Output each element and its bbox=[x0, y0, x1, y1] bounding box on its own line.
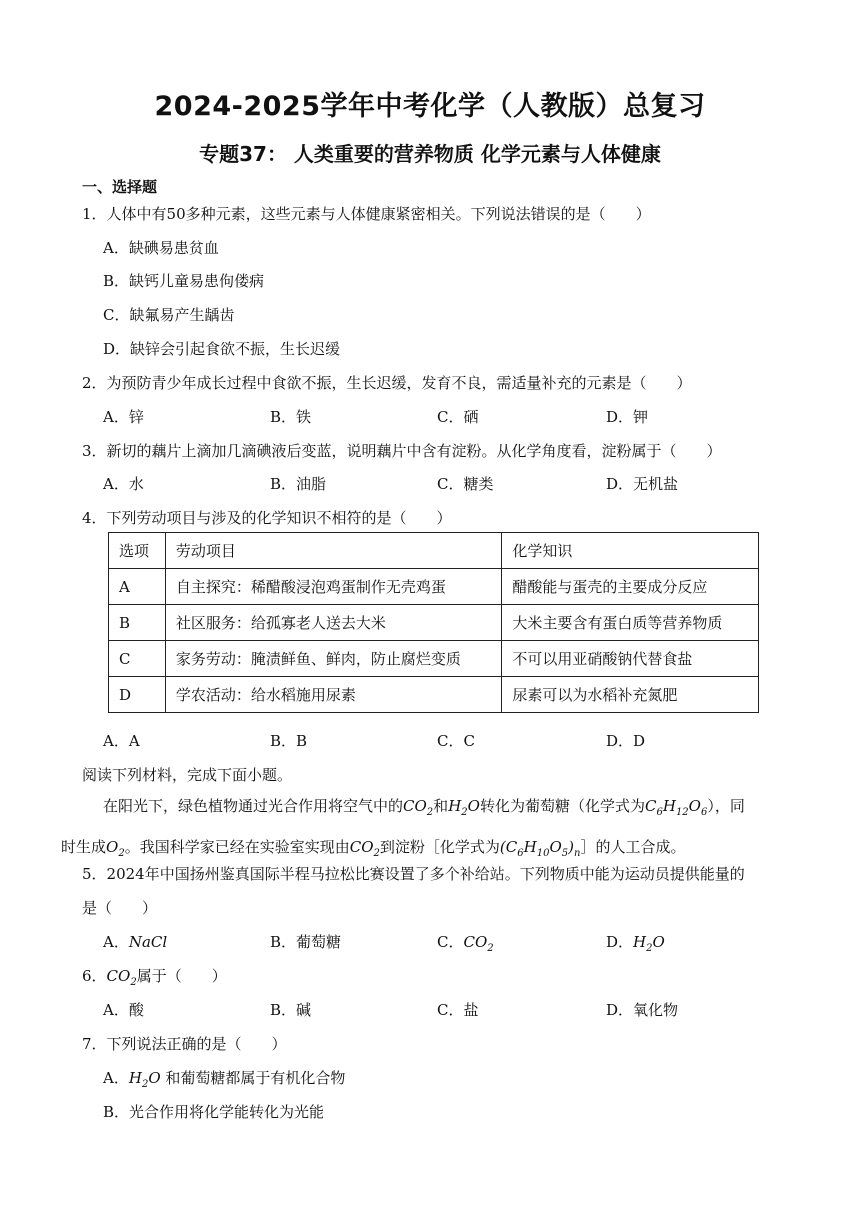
reading-text: 。我国科学家已经在实验室实现由 bbox=[124, 838, 350, 856]
reading-passage bbox=[61, 789, 782, 871]
question-5-option-c: C．$CO_2$ bbox=[437, 933, 494, 954]
reading-text: 在阳光下，绿色植物通过光合作用将空气中的 bbox=[103, 797, 404, 815]
question-2-option-a: A．锌 bbox=[103, 408, 144, 426]
table-row bbox=[109, 569, 759, 605]
question-5-option-d: D．$H_2O$ bbox=[606, 933, 665, 954]
question-3-option-d: D．无机盐 bbox=[606, 475, 679, 493]
table-cell: 学农活动：给水稻施用尿素 bbox=[165, 677, 502, 713]
question-7-stem: 7．下列说法正确的是（ ） bbox=[82, 1035, 287, 1053]
table-cell: 社区服务：给孤寡老人送去大米 bbox=[165, 605, 502, 641]
reading-text: 和 bbox=[433, 797, 449, 815]
question-3-stem: 3．新切的藕片上滴加几滴碘液后变蓝，说明藕片中含有淀粉。从化学角度看，淀粉属于（ ） bbox=[82, 442, 722, 460]
formula-co2: $CO_2$ bbox=[106, 967, 137, 988]
reading-text: ］的人工合成。 bbox=[580, 838, 686, 856]
page-title: 2024-2025学年中考化学（人教版）总复习 bbox=[154, 91, 706, 122]
question-3-option-a: A．水 bbox=[103, 475, 144, 493]
reading-text: 时生成 bbox=[61, 838, 107, 856]
table-cell: 尿素可以为水稻补充氮肥 bbox=[502, 677, 759, 713]
table-cell: 自主探究：稀醋酸浸泡鸡蛋制作无壳鸡蛋 bbox=[165, 569, 502, 605]
question-7-option-a: A．$H_2O$ 和葡萄糖都属于有机化合物 bbox=[103, 1069, 346, 1090]
question-6-option-a: A．酸 bbox=[103, 1001, 144, 1019]
question-1-option-d: D．缺锌会引起食欲不振，生长迟缓 bbox=[103, 340, 341, 358]
table-cell: 大米主要含有蛋白质等营养物质 bbox=[502, 605, 759, 641]
formula-co2: $CO_2$ bbox=[349, 838, 380, 859]
question-6-option-c: C．盐 bbox=[437, 1001, 479, 1019]
question-3-option-b: B．油脂 bbox=[270, 475, 327, 493]
question-6-option-b: B．碱 bbox=[270, 1001, 312, 1019]
question-6-option-d: D．氧化物 bbox=[606, 1001, 679, 1019]
formula-h2o: $H_2O$ bbox=[448, 797, 480, 818]
table-cell: D bbox=[109, 677, 166, 713]
question-4-option-a: A．A bbox=[103, 732, 140, 750]
question-5-stem: 5．2024年中国扬州鉴真国际半程马拉松比赛设置了多个补给站。下列物质中能为运动员提供能量的 bbox=[82, 865, 745, 883]
question-5-option-a: A．NaCl bbox=[103, 933, 168, 951]
question-2-option-d: D．钾 bbox=[606, 408, 649, 426]
formula-glucose: $C_6H_{12}O_6$ bbox=[644, 797, 708, 818]
table-header-row bbox=[109, 533, 759, 569]
question-4-table bbox=[108, 532, 759, 713]
table-cell: B bbox=[109, 605, 166, 641]
question-3-option-c: C．糖类 bbox=[437, 475, 494, 493]
question-6-options bbox=[103, 999, 803, 1021]
question-1-option-a: A．缺碘易患贫血 bbox=[103, 239, 219, 257]
question-2-option-b: B．铁 bbox=[270, 408, 312, 426]
question-7-option-b: B．光合作用将化学能转化为光能 bbox=[103, 1103, 325, 1121]
reading-text: 转化为葡萄糖（化学式为 bbox=[479, 797, 645, 815]
question-2-options bbox=[103, 406, 803, 428]
table-cell: 醋酸能与蛋壳的主要成分反应 bbox=[502, 569, 759, 605]
page-subtitle: 专题37： 人类重要的营养物质 化学元素与人体健康 bbox=[199, 142, 661, 166]
table-header-cell: 选项 bbox=[109, 533, 166, 569]
reading-text: 到淀粉［化学式为 bbox=[379, 838, 500, 856]
reading-intro: 阅读下列材料，完成下面小题。 bbox=[82, 766, 293, 784]
question-1-option-c: C．缺氟易产生龋齿 bbox=[103, 306, 235, 324]
question-1-option-b: B．缺钙儿童易患佝偻病 bbox=[103, 272, 265, 290]
reading-text: ），同 bbox=[707, 797, 745, 815]
formula-co2: $CO_2$ bbox=[403, 797, 434, 818]
table-header-cell: 劳动项目 bbox=[165, 533, 502, 569]
question-3-options bbox=[103, 473, 803, 495]
question-5-stem-cont: 是（ ） bbox=[82, 899, 158, 917]
table-cell: 家务劳动：腌渍鲜鱼、鲜肉，防止腐烂变质 bbox=[165, 641, 502, 677]
table-header-cell: 化学知识 bbox=[502, 533, 759, 569]
question-5-option-b: B．葡萄糖 bbox=[270, 933, 342, 951]
question-4-options bbox=[103, 730, 803, 752]
table-row bbox=[109, 677, 759, 713]
table-row bbox=[109, 641, 759, 677]
question-5-options bbox=[103, 931, 803, 953]
table-row bbox=[109, 605, 759, 641]
question-4-option-b: B．B bbox=[270, 732, 308, 750]
question-1-stem: 1．人体中有50多种元素，这些元素与人体健康紧密相关。下列说法错误的是（ ） bbox=[82, 205, 651, 223]
table-cell: C bbox=[109, 641, 166, 677]
table-cell: 不可以用亚硝酸钠代替食盐 bbox=[502, 641, 759, 677]
formula-o2: $O_2$ bbox=[106, 838, 125, 859]
table-cell: A bbox=[109, 569, 166, 605]
question-4-option-d: D．D bbox=[606, 732, 646, 750]
question-4-stem: 4．下列劳动项目与涉及的化学知识不相符的是（ ） bbox=[82, 509, 452, 527]
question-2-stem: 2．为预防青少年成长过程中食欲不振，生长迟缓，发育不良，需适量补充的元素是（ ） bbox=[82, 374, 692, 392]
question-4-option-c: C．C bbox=[437, 732, 475, 750]
section-heading: 一、选择题 bbox=[82, 178, 158, 196]
question-6-stem: 6．$CO_2$属于（ ） bbox=[82, 967, 227, 988]
question-2-option-c: C．硒 bbox=[437, 408, 479, 426]
formula-starch: $(C_6H_{10}O_5)_n$ bbox=[499, 838, 581, 859]
